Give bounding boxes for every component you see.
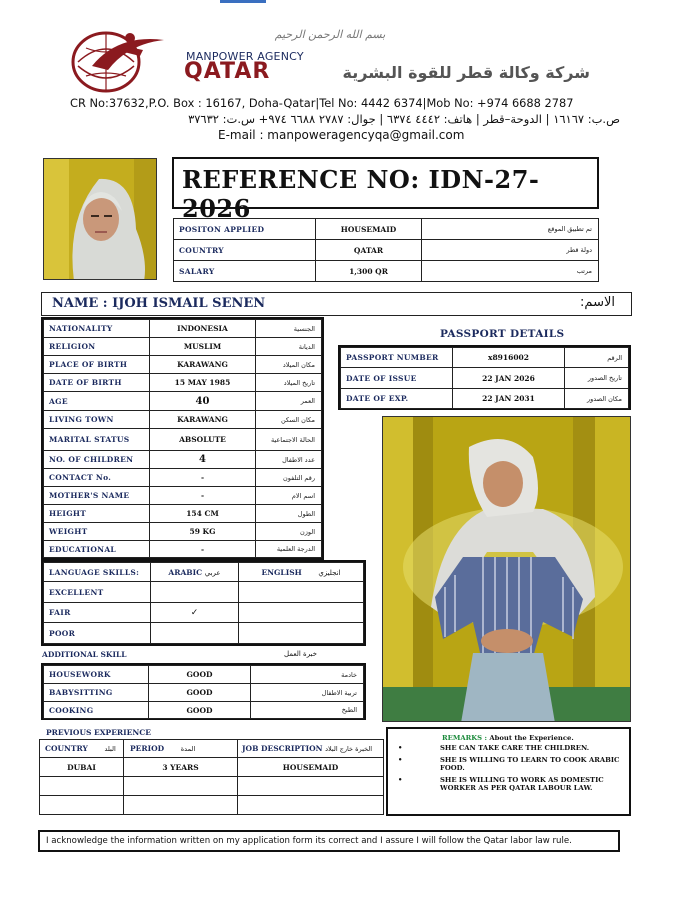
full-body-photo (382, 416, 631, 722)
nationality-label: NATIONALITY (44, 320, 150, 338)
remarks-item (396, 776, 624, 793)
mother-s-name-label-ar: اسم الام (256, 487, 322, 505)
height-label-ar: الطول (256, 505, 322, 523)
marital-status-label: MARITAL STATUS (44, 429, 150, 451)
experience-table (39, 739, 384, 815)
bismillah-calligraphy: بسم الله الرحمن الرحيم (274, 28, 386, 41)
country-label: COUNTRY (174, 240, 316, 261)
passport-number-label: PASSPORT NUMBER (341, 348, 453, 368)
table-row (44, 411, 322, 429)
salary-label: SALARY (174, 261, 316, 282)
english-label-ar: انجليزي (318, 568, 341, 577)
contact-line-ar: ص.ب: ١٦١٦٧ | الدوحة–قطر | هاتف: ٤٤٤٢ ٦٣٧٤ | جوال: ٢٧٨٧ ٦٦٨٨ ٩٧٤+ س.ت: ٣٧٦٣٢ (188, 112, 620, 126)
experience-period-value: 3 YEARS (124, 758, 238, 777)
country-label-ar: دولة قطر (422, 240, 599, 261)
table-row (44, 451, 322, 469)
english-excellent-cell (239, 582, 364, 603)
living-town-label-ar: مكان السكن (256, 411, 322, 429)
table-row (44, 541, 322, 558)
housework-label: HOUSEWORK (44, 666, 149, 684)
no-of-children-label: NO. OF CHILDREN (44, 451, 150, 469)
salary-label-ar: مرتب (422, 261, 599, 282)
col-job-ar: الخبرة خارج البلاد (325, 745, 373, 753)
contact-no-value: - (150, 469, 256, 487)
table-row (174, 240, 599, 261)
table-row (44, 582, 364, 603)
marital-status-value: ABSOLUTE (150, 429, 256, 451)
table-row (40, 777, 384, 796)
additional-skill-title: ADDITIONAL SKILL (42, 650, 127, 659)
table-row (174, 219, 599, 240)
table-row (341, 348, 629, 368)
table-row (44, 338, 322, 356)
height-value: 154 CM (150, 505, 256, 523)
acknowledgement-text: I acknowledge the information written on my application form its correct and I assure I will follow the Qatar labor law rule. (46, 836, 572, 846)
date-of-exp-label: DATE OF EXP. (341, 389, 453, 409)
table-row (44, 523, 322, 541)
contact-no-label: CONTACT No. (44, 469, 150, 487)
name-bar (41, 292, 632, 316)
no-of-children-label-ar: عدد الاطفال (256, 451, 322, 469)
email-line: E-mail : manpoweragencyqa@gmail.com (218, 128, 465, 142)
table-row (44, 603, 364, 623)
arabic-fair-checkmark: ✓ (151, 603, 239, 623)
weight-label: WEIGHT (44, 523, 150, 541)
table-row (44, 505, 322, 523)
additional-skill-title-ar: خبرة العمل (284, 650, 317, 658)
cooking-label: COOKING (44, 702, 149, 719)
col-period: PERIOD (130, 744, 165, 753)
housework-label-ar: خادمة (251, 666, 364, 684)
table-row (40, 758, 384, 777)
acknowledgement-box (38, 830, 620, 852)
position-value: HOUSEMAID (316, 219, 422, 240)
col-job: JOB DESCRIPTION (242, 744, 323, 753)
religion-label: RELIGION (44, 338, 150, 356)
arabic-poor-cell (151, 623, 239, 644)
contact-line-en: CR No:37632,P.O. Box : 16167, Doha-Qatar|Tel No: 4442 6374|Mob No: +974 6688 2787 (70, 96, 574, 110)
date-of-exp-value: 22 JAN 2031 (453, 389, 565, 409)
position-label: POSITON APPLIED (174, 219, 316, 240)
arabic-excellent-cell (151, 582, 239, 603)
table-row (44, 374, 322, 392)
remarks-heading (442, 734, 574, 742)
date-of-issue-label: DATE OF ISSUE (341, 368, 453, 389)
age-label: AGE (44, 392, 150, 411)
housework-value: GOOD (149, 666, 251, 684)
col-country-ar: البلد (104, 745, 116, 753)
table-row (44, 356, 322, 374)
remarks-box (386, 727, 631, 816)
remarks-item (396, 744, 624, 753)
table-row (44, 702, 364, 719)
religion-label-ar: الديانة (256, 338, 322, 356)
table-row (44, 469, 322, 487)
cooking-value: GOOD (149, 702, 251, 719)
table-row (44, 563, 364, 582)
col-country: COUNTRY (45, 744, 88, 753)
level-excellent: EXCELLENT (44, 582, 151, 603)
date-of-exp-label-ar: مكان الصدور (565, 389, 629, 409)
english-label: ENGLISH (261, 567, 302, 577)
passport-title: PASSPORT DETAILS (440, 328, 565, 340)
remarks-subtitle: About the Experience. (489, 734, 574, 742)
marital-status-label-ar: الحالة الاجتماعية (256, 429, 322, 451)
english-column-header (239, 563, 364, 582)
age-value: 40 (150, 392, 256, 411)
date-of-birth-label: DATE OF BIRTH (44, 374, 150, 392)
english-fair-cell (239, 603, 364, 623)
height-label: HEIGHT (44, 505, 150, 523)
agency-logo (68, 26, 178, 94)
babysitting-label: BABYSITTING (44, 684, 149, 702)
additional-table (43, 665, 364, 719)
reference-number: REFERENCE NO: IDN-27-2026 (182, 165, 540, 223)
experience-job-header (238, 740, 384, 758)
remarks-list (396, 744, 624, 796)
remarks-title: REMARKS : (442, 734, 487, 742)
language-skills-label: LANGUAGE SKILLS: (44, 563, 151, 582)
bullet-icon: • (398, 755, 403, 764)
personal-table (43, 319, 322, 558)
remarks-item (396, 756, 624, 773)
table-row (40, 740, 384, 758)
table-row (40, 796, 384, 815)
remarks-item-text: SHE IS WILLING TO WORK AS DOMESTIC WORKER AS PER QATAR LABOUR LAW. (440, 775, 604, 792)
salary-value: 1,300 QR (316, 261, 422, 282)
applicant-name-ar: الاسم: (580, 295, 615, 310)
table-row (341, 389, 629, 409)
nationality-label-ar: الجنسية (256, 320, 322, 338)
contact-no-label-ar: رقم التلفون (256, 469, 322, 487)
position-label-ar: تم تطبيق الموقع (422, 219, 599, 240)
experience-period-header (124, 740, 238, 758)
date-of-birth-value: 15 MAY 1985 (150, 374, 256, 392)
no-of-children-value: 4 (150, 451, 256, 469)
babysitting-label-ar: تربية الاطفال (251, 684, 364, 702)
place-of-birth-label-ar: مكان الميلاد (256, 356, 322, 374)
bullet-icon: • (398, 744, 403, 752)
agency-name-en-main: QATAR (184, 59, 271, 84)
date-of-birth-label-ar: تاريخ الميلاد (256, 374, 322, 392)
mother-s-name-value: - (150, 487, 256, 505)
passport-number-label-ar: الرقم (565, 348, 629, 368)
place-of-birth-value: KARAWANG (150, 356, 256, 374)
cooking-label-ar: الطبخ (251, 702, 364, 719)
country-value: QATAR (316, 240, 422, 261)
educational-value: - (150, 541, 256, 558)
place-of-birth-label: PLACE OF BIRTH (44, 356, 150, 374)
table-row (44, 623, 364, 644)
age-label-ar: العمر (256, 392, 322, 411)
passport-table (340, 347, 629, 409)
remarks-item-text: SHE IS WILLING TO LEARN TO COOK ARABIC FOOD. (440, 755, 620, 772)
table-row (44, 320, 322, 338)
portrait-photo (43, 158, 157, 280)
col-period-ar: المدة (180, 745, 196, 753)
living-town-label: LIVING TOWN (44, 411, 150, 429)
level-poor: POOR (44, 623, 151, 644)
mother-s-name-label: MOTHER'S NAME (44, 487, 150, 505)
table-row (341, 368, 629, 389)
religion-value: MUSLIM (150, 338, 256, 356)
english-poor-cell (239, 623, 364, 644)
reference-box (172, 157, 599, 223)
language-table (43, 562, 364, 644)
bullet-icon: • (398, 775, 403, 784)
remarks-item-text: SHE CAN TAKE CARE THE CHILDREN. (440, 744, 590, 752)
nationality-value: INDONESIA (150, 320, 256, 338)
table-row (44, 684, 364, 702)
arabic-label-ar: عربي (204, 568, 221, 577)
experience-country-value: DUBAI (40, 758, 124, 777)
table-row (174, 261, 599, 282)
educational-label-ar: الدرجة العلمية (256, 541, 322, 558)
passport-number-value: x8916002 (453, 348, 565, 368)
table-row (44, 429, 322, 451)
agency-name-ar: شركة وكالة قطر للقوة البشرية (342, 63, 590, 82)
top-accent-bar (220, 0, 266, 3)
weight-label-ar: الوزن (256, 523, 322, 541)
arabic-label: ARABIC (168, 567, 203, 577)
experience-country-header (40, 740, 124, 758)
educational-label: EDUCATIONAL (44, 541, 150, 558)
table-row (44, 666, 364, 684)
date-of-issue-label-ar: تاريخ الصدور (565, 368, 629, 389)
weight-value: 59 KG (150, 523, 256, 541)
level-fair: FAIR (44, 603, 151, 623)
position-table (173, 218, 599, 282)
table-row (44, 392, 322, 411)
table-row (44, 487, 322, 505)
date-of-issue-value: 22 JAN 2026 (453, 368, 565, 389)
agency-name-en-top: MANPOWER AGENCY (186, 50, 304, 63)
arabic-column-header (151, 563, 239, 582)
experience-job-value: HOUSEMAID (238, 758, 384, 777)
babysitting-value: GOOD (149, 684, 251, 702)
living-town-value: KARAWANG (150, 411, 256, 429)
applicant-name: NAME : IJOH ISMAIL SENEN (52, 296, 266, 311)
previous-experience-title: PREVIOUS EXPERIENCE (46, 728, 151, 737)
